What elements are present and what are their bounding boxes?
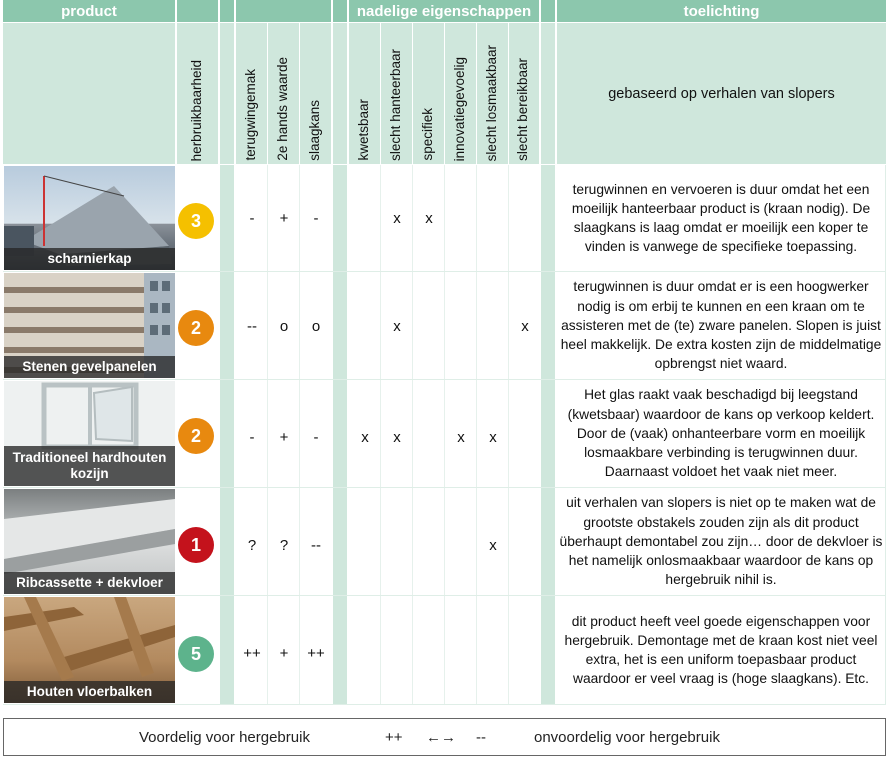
- subheader-stripe: [333, 23, 347, 164]
- subheader-waarde-group: [236, 23, 331, 164]
- cell-slecht-bereikbaar: x: [521, 317, 529, 335]
- cell-2e-hands-waarde: +: [279, 209, 289, 227]
- column-label-slecht-hanteerbaar: slecht hanteerbaar: [387, 49, 403, 161]
- column-label-kwetsbaar: kwetsbaar: [355, 99, 371, 161]
- cell-terugwingemak: -: [249, 209, 255, 227]
- toelichting-text: uit verhalen van slopers is niet op te maken wat de grootste obstakels zouden zijn als dit product überhaupt demontabel zou zijn… door de dekvloer is het namelijk onlosmaakbaar waardoor de kans op hergebruik nihil is.: [559, 495, 883, 588]
- cell-slecht-bereikbaar: [510, 643, 540, 663]
- column-divider: [267, 23, 268, 164]
- header-toelichting: toelichting: [557, 0, 886, 22]
- column-label-specifiek: specifiek: [419, 108, 435, 161]
- cell-specifiek: x: [425, 209, 433, 227]
- score-badge: 3: [178, 203, 214, 239]
- header-spacer: [220, 0, 234, 22]
- cell-specifiek: [414, 427, 444, 447]
- cell-terugwingemak: ++: [243, 644, 261, 662]
- cell-slaagkans: -: [313, 209, 319, 227]
- column-divider: [508, 23, 509, 164]
- cell-terugwingemak: ?: [247, 536, 257, 554]
- cell-slecht-losmaakbaar: [478, 208, 508, 228]
- column-stripe: [333, 165, 347, 705]
- cell-slaagkans: -: [313, 428, 319, 446]
- row-divider: [3, 271, 885, 272]
- row-divider: [3, 595, 885, 596]
- column-divider: [476, 165, 477, 705]
- product-photo-stenen-gevelpanelen: [4, 273, 175, 378]
- column-label-herbruikbaarheid: herbruikbaarheid: [188, 59, 204, 161]
- cell-slecht-hanteerbaar: [382, 535, 412, 555]
- column-label-innovatiegevoelig: innovatiegevoelig: [451, 56, 467, 161]
- cell-terugwingemak: -: [249, 428, 255, 446]
- cell-specifiek: [414, 535, 444, 555]
- column-label-slecht-bereikbaar: slecht bereikbaar: [515, 58, 530, 161]
- cell-2e-hands-waarde: +: [279, 428, 289, 446]
- cell-slecht-losmaakbaar: [478, 316, 508, 336]
- cell-slecht-hanteerbaar: [382, 643, 412, 663]
- column-divider: [299, 23, 300, 164]
- column-label-2e-hands-waarde: 2e hands waarde: [274, 57, 290, 161]
- cell-slaagkans: --: [311, 536, 321, 554]
- header-spacer: [333, 0, 347, 22]
- cell-slaagkans: o: [311, 317, 321, 335]
- legend-voordelig: Voordelig voor hergebruik: [139, 728, 310, 746]
- legend-minus: --: [476, 728, 486, 746]
- table-border: [885, 165, 886, 705]
- row-divider: [3, 379, 885, 380]
- cell-kwetsbaar: [350, 535, 380, 555]
- product-photo-houten-vloerbalken: [4, 597, 175, 703]
- cell-specifiek: [414, 643, 444, 663]
- cell-slecht-losmaakbaar: x: [489, 536, 497, 554]
- legend-onvoordelig: onvoordelig voor hergebruik: [534, 728, 720, 746]
- subheader-toelichting-note: gebaseerd op verhalen van slopers: [557, 23, 886, 164]
- score-badge: 2: [178, 310, 214, 346]
- cell-2e-hands-waarde: +: [279, 644, 289, 662]
- legend-box: [3, 718, 886, 756]
- column-label-slecht-losmaakbaar: slecht losmaakbaar: [483, 44, 499, 161]
- product-photo-scharnierkap: [4, 166, 175, 270]
- cell-slecht-hanteerbaar: x: [393, 317, 401, 335]
- cell-kwetsbaar: [350, 316, 380, 336]
- cell-kwetsbaar: [350, 208, 380, 228]
- cell-innovatiegevoelig: [446, 208, 476, 228]
- product-caption: Ribcassette + dekvloer: [4, 572, 175, 594]
- cell-kwetsbaar: x: [361, 428, 369, 446]
- toelichting-text: terugwinnen is duur omdat er is een hoogwerker nodig is om erbij te kunnen en een kraan om te assisteren met de (te) zware panelen. Slopen is juist heel makkelijk. De extra kosten zijn de middelmatige opbrengst niet waard.: [560, 279, 882, 372]
- cell-2e-hands-waarde: ?: [279, 536, 289, 554]
- cell-kwetsbaar: [350, 643, 380, 663]
- cell-terugwingemak: --: [247, 317, 257, 335]
- subheader-herbruikbaarheid: [177, 23, 218, 164]
- column-divider: [299, 165, 300, 705]
- cell-innovatiegevoelig: [446, 316, 476, 336]
- column-divider: [412, 23, 413, 164]
- header-product: product: [3, 0, 175, 22]
- column-divider: [476, 23, 477, 164]
- product-caption: Houten vloerbalken: [4, 681, 175, 703]
- cell-slecht-bereikbaar: [510, 535, 540, 555]
- row-divider: [3, 487, 885, 488]
- cell-slecht-losmaakbaar: x: [489, 428, 497, 446]
- subheader-stripe: [220, 23, 234, 164]
- header-spacer: [541, 0, 555, 22]
- toelichting-text: Het glas raakt vaak beschadigd bij leegstand (kwetsbaar) waardoor de kans op verkoop keldert. Door de (vaak) onhanteerbare vorm en moeilijk losmaakbare verbinding is terugwinnen duur. Daarnaast voldoet het vaak niet meer.: [567, 387, 875, 480]
- column-divider: [380, 23, 381, 164]
- cell-innovatiegevoelig: x: [457, 428, 465, 446]
- column-divider: [380, 165, 381, 705]
- header-spacer: [236, 0, 331, 22]
- column-stripe: [541, 165, 555, 705]
- product-caption: Stenen gevelpanelen: [4, 356, 175, 378]
- cell-innovatiegevoelig: [446, 535, 476, 555]
- score-badge: 5: [178, 636, 214, 672]
- cell-slecht-hanteerbaar: x: [393, 428, 401, 446]
- column-divider: [267, 165, 268, 705]
- cell-2e-hands-waarde: o: [279, 317, 289, 335]
- column-divider: [508, 165, 509, 705]
- product-photo-hardhouten-kozijn: [4, 381, 175, 486]
- column-stripe: [220, 165, 234, 705]
- product-caption: scharnierkap: [4, 248, 175, 270]
- column-divider: [444, 165, 445, 705]
- score-badge: 2: [178, 418, 214, 454]
- column-label-slaagkans: slaagkans: [306, 100, 322, 161]
- product-photo-ribcassette: [4, 489, 175, 594]
- column-divider: [444, 23, 445, 164]
- subheader-stripe: [541, 23, 555, 164]
- cell-slecht-bereikbaar: [510, 427, 540, 447]
- header-nadelige-eigenschappen: nadelige eigenschappen: [349, 0, 539, 22]
- product-caption: Traditioneel hardhouten kozijn: [4, 446, 175, 486]
- row-divider: [3, 704, 885, 705]
- column-divider: [412, 165, 413, 705]
- subheader-product: [3, 23, 175, 164]
- cell-specifiek: [414, 316, 444, 336]
- cell-slaagkans: ++: [307, 644, 325, 662]
- cell-innovatiegevoelig: [446, 643, 476, 663]
- header-spacer: [177, 0, 218, 22]
- cell-slecht-hanteerbaar: x: [393, 209, 401, 227]
- cell-slecht-losmaakbaar: [478, 643, 508, 663]
- toelichting-text: dit product heeft veel goede eigenschappen voor hergebruik. Demontage met de kraan kost niet veel extra, het is een uniform toepasbaar product waardoor er veel vraag is (hoge slaagkans). Etc.: [564, 613, 878, 687]
- column-label-terugwingemak: terugwingemak: [242, 69, 258, 161]
- cell-slecht-bereikbaar: [510, 208, 540, 228]
- legend-plus: ++: [385, 728, 403, 746]
- score-badge: 1: [178, 527, 214, 563]
- legend-arrow-icon: ←→: [426, 728, 456, 746]
- toelichting-text: terugwinnen en vervoeren is duur omdat het een moeilijk hanteerbaar product is (kraan nodig). De slaagkans is laag omdat er moeilijk een koper te vinden is vanwege de specifieke toepassing.: [571, 181, 871, 255]
